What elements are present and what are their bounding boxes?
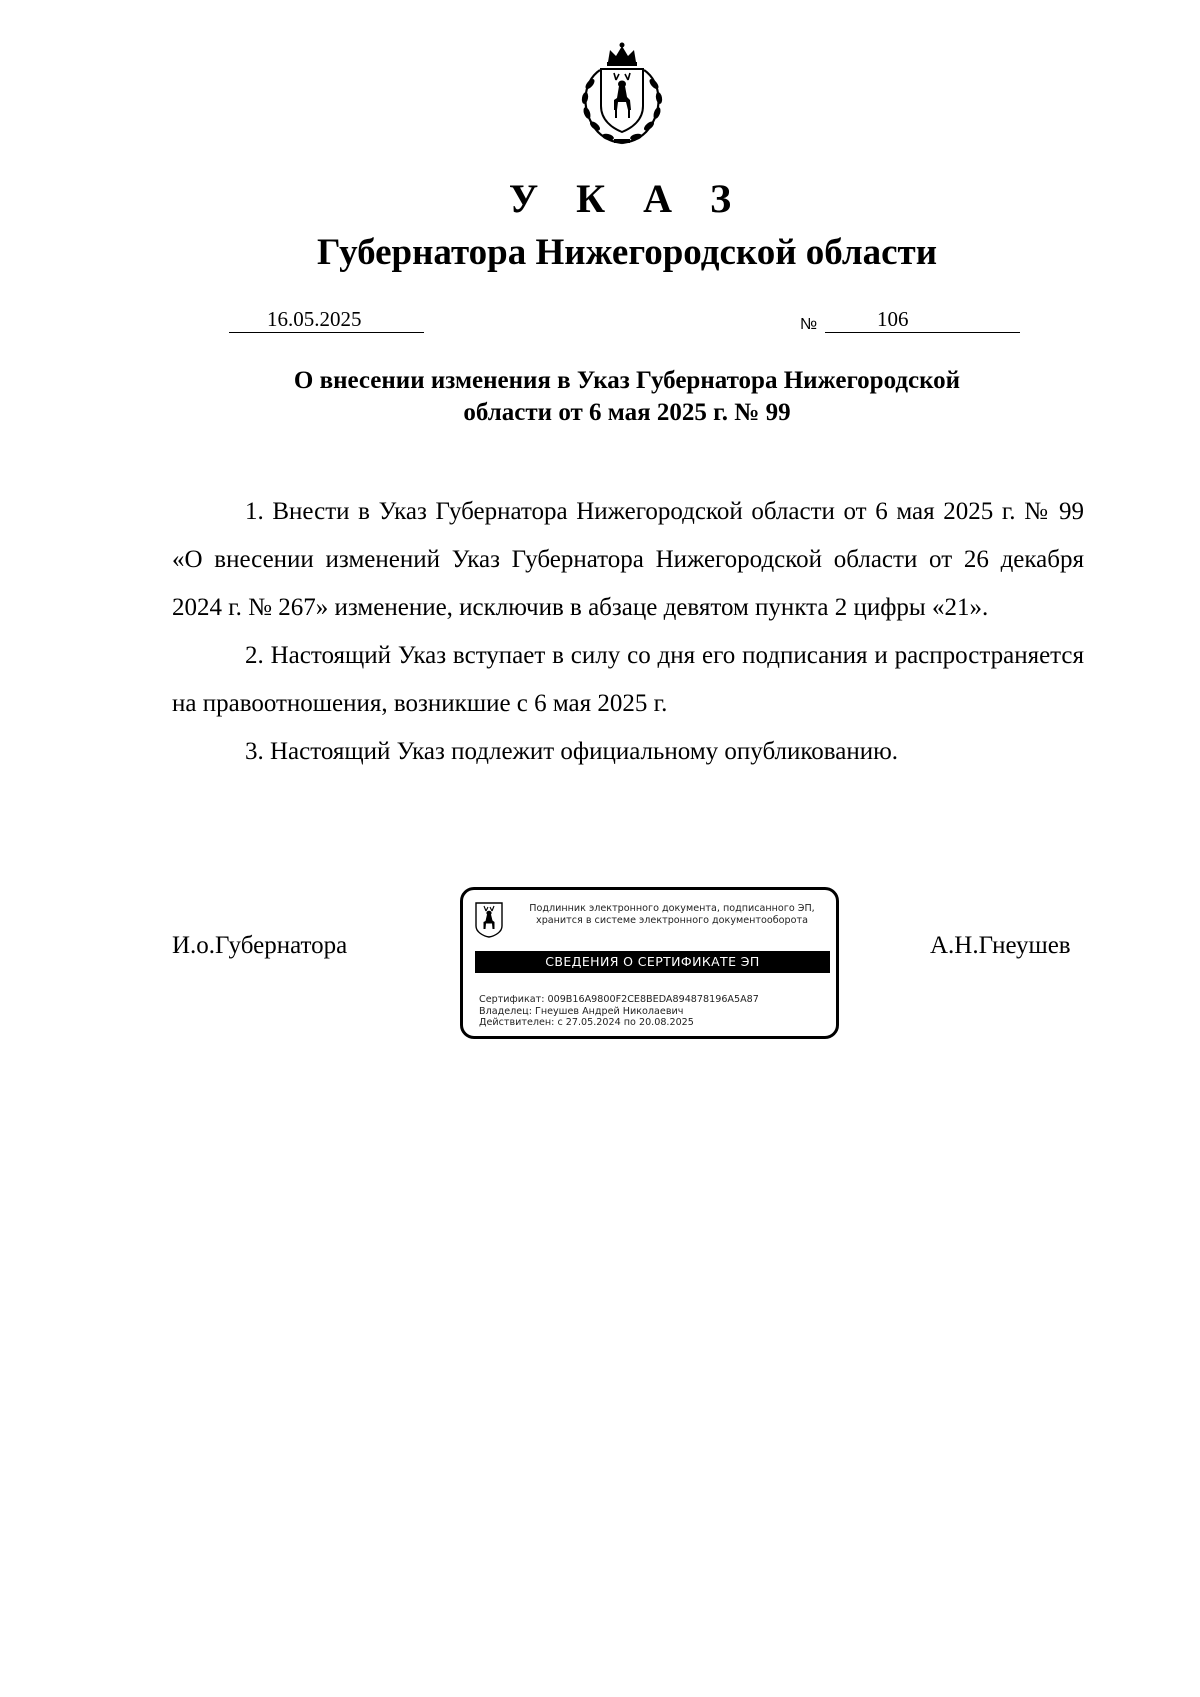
document-title: У К А З (508, 176, 746, 221)
certificate-owner: Владелец: Гнеушев Андрей Николаевич (479, 1005, 684, 1017)
certificate-info-bar: СВЕДЕНИЯ О СЕРТИФИКАТЕ ЭП (475, 951, 830, 973)
paragraph-2: 2. Настоящий Указ вступает в силу со дня его подписания и распространяется на правоотношения, возникшие с 6 мая 2025 г. (172, 642, 1084, 717)
signatory-name: А.Н.Гнеушев (930, 932, 1071, 959)
number-field (825, 306, 1020, 333)
heading-line-2: области от 6 мая 2025 г. № 99 (463, 399, 791, 426)
number-label: № (800, 316, 818, 333)
certificate-number: Сертификат: 009B16A9800F2CE8BEDA894878196A5A87 (479, 994, 759, 1005)
stamp-header-line-2: хранится в системе электронного документооборота (536, 915, 808, 926)
electronic-signature-stamp (460, 887, 839, 1039)
coat-of-arms-icon (570, 40, 674, 148)
deer-emblem-icon (475, 902, 503, 938)
document-number: 106 (877, 307, 909, 331)
date-field (229, 306, 424, 333)
heading-line-1: О внесении изменения в Указ Губернатора Нижегородской (293, 367, 961, 394)
document-issuer: Губернатора Нижегородской области (316, 232, 938, 273)
document-body (172, 488, 1084, 776)
signatory-role: И.о.Губернатора (172, 932, 348, 959)
document-heading (150, 365, 1104, 429)
stamp-header-line-1: Подлинник электронного документа, подписанного ЭП, (529, 903, 815, 914)
paragraph-3: 3. Настоящий Указ подлежит официальному опубликованию. (245, 738, 899, 765)
certificate-details (479, 994, 759, 1029)
certificate-validity: Действителен: с 27.05.2024 по 20.08.2025 (479, 1017, 694, 1028)
paragraph-1: 1. Внести в Указ Губернатора Нижегородской области от 6 мая 2025 г. № 99 «О внесении изменений Указ Губернатора Нижегородской области от 26 декабря 2024 г. № 267» изменение, исключив в абзаце девятом пункта 2 цифры «21». (172, 498, 1084, 621)
stamp-header (511, 903, 833, 927)
document-date: 16.05.2025 (267, 307, 362, 331)
